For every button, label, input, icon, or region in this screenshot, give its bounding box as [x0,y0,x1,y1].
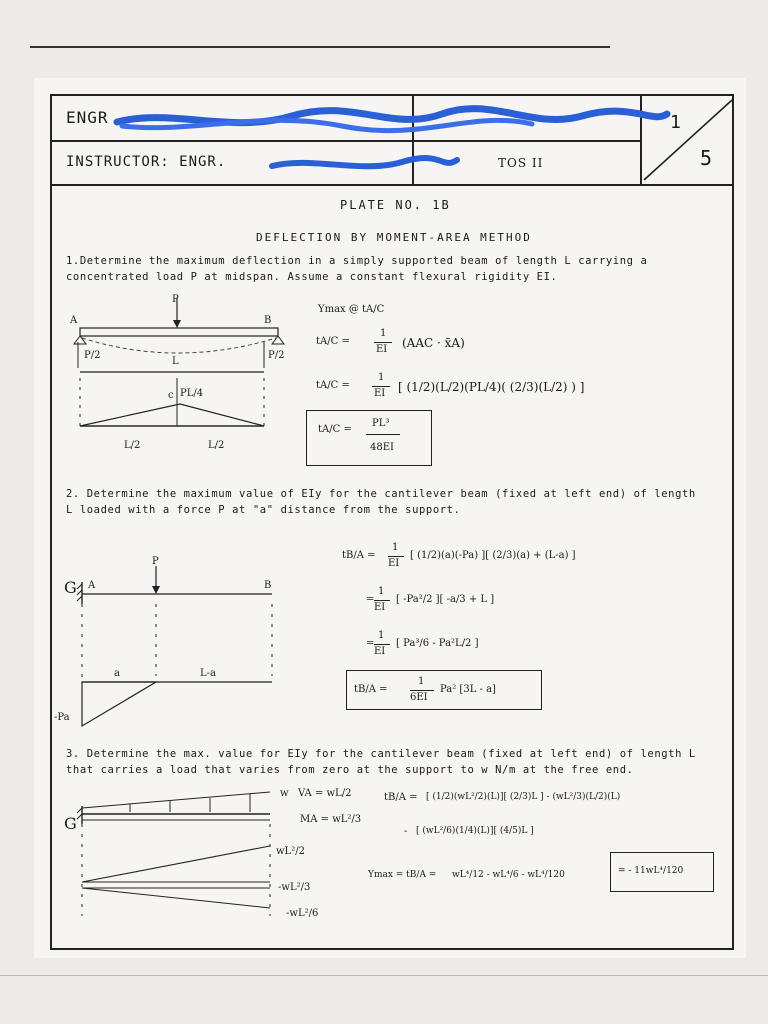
p3-m2: -wL²/3 [278,882,311,893]
instructor-label: INSTRUCTOR: ENGR. [66,154,227,170]
page-edge-line [30,46,610,48]
p3-eq3-lhs: Ymax = tB/A = [368,870,437,880]
p2-eq1-frac-bot: EI [388,558,400,569]
p2-result-frac-bot: 6EI [410,692,428,703]
p2-eq2-rhs: [ -Pa²/2 ][ -a/3 + L ] [396,594,495,605]
p1-result-bot: 48EI [370,442,394,453]
p2-eq2-frac-top: 1 [378,586,385,597]
p2-result-frac-top: 1 [418,676,425,687]
p2-eq1-lhs: tB/A = [342,550,376,561]
p2-eq3-rhs: [ Pa³/6 - Pa²L/2 ] [396,638,479,649]
p2-seg-a: a [114,668,120,679]
p3-wall-label: G [64,814,77,833]
p2-eq3-fracbar [374,644,390,645]
p3-ma: MA = wL²/3 [300,814,362,825]
plate-subtitle: DEFLECTION BY MOMENT-AREA METHOD [256,231,532,244]
p3-eq2-rhs: [ (wL²/6)(1/4)(L)][ (4/5)L ] [416,826,534,836]
course-label: TOS II [498,156,544,170]
problem2-text-line1: 2. Determine the maximum value of EIy for the cantilever beam (fixed at left end) of length [66,488,696,500]
problem3-text-line2: that carries a load that varies from zero at the support to w N/m at the free end. [66,764,634,776]
p1-support-a: A [70,315,78,326]
p2-eq3-lhs: = [366,638,375,649]
p2-eq1-frac-top: 1 [392,542,399,553]
p1-eq3-lhs: tA/C = [316,380,350,391]
p3-m3: -wL²/6 [286,908,319,919]
p2-eq2-frac-bot: EI [374,602,386,613]
p3-load-w: w [280,788,289,799]
p1-result-lhs: tA/C = [318,424,352,435]
p1-result-fracbar [366,434,400,435]
p1-reaction-a: P/2 [84,350,101,361]
p3-result: = - 11wL⁴/120 [618,866,684,876]
p1-half-right: L/2 [208,440,225,451]
p2-eq2-fracbar [374,600,390,601]
p2-result-rhs: Pa² [3L - a] [440,684,496,695]
p1-moment-peak: PL/4 [180,388,204,399]
p2-moment: -Pa [54,712,70,723]
p1-point-c: c [168,390,174,401]
p2-point-b: B [264,580,272,591]
problem1-text-line2: concentrated load P at midspan. Assume a constant flexural rigidity EI. [66,271,558,283]
p1-half-left: L/2 [124,440,141,451]
p1-eq3-frac-top: 1 [378,372,385,383]
p2-result-lhs: tB/A = [354,684,388,695]
redaction-scribble [112,104,672,184]
p1-eq2-rhs: (AAC · x̄A) [402,336,465,350]
p3-va: VA = wL/2 [298,788,352,799]
plate-title: PLATE NO. 1B [340,198,451,212]
p3-eq1-lhs: tB/A = [384,792,418,803]
p2-eq2-lhs: = [366,594,375,605]
p1-result-box [306,410,432,466]
problem3-text-line1: 3. Determine the max. value for EIy for the cantilever beam (fixed at left end) of length L [66,748,696,760]
problem3-diagram [60,776,300,926]
p2-eq1-rhs: [ (1/2)(a)(-Pa) ][ (2/3)(a) + (L-a) ] [410,550,576,561]
p2-eq3-frac-bot: EI [374,646,386,657]
p2-seg-la: L-a [200,668,216,679]
header-table [50,94,734,186]
p1-eq2-fracbar [374,342,392,343]
p3-m1: wL²/2 [276,846,305,857]
p1-eq2-frac-bot: EI [376,344,388,355]
p1-eq2-lhs: tA/C = [316,336,350,347]
page-bottom-edge [0,975,768,976]
p2-load-label: P [152,556,159,567]
p3-eq3-rhs: wL⁴/12 - wL⁴/6 - wL⁴/120 [452,870,565,880]
p1-eq2-frac-top: 1 [380,328,387,339]
plate-index: 1 [670,112,682,133]
p3-eq2-lhs: - [404,826,408,837]
p1-eq1: Ymax @ tA/C [318,304,385,315]
p1-eq3-rhs: [ (1/2)(L/2)(PL/4)( (2/3)(L/2) ) ] [398,380,585,394]
p1-result-top: PL³ [372,418,390,429]
p2-result-fracbar [410,690,434,691]
problem1-text-line1: 1.Determine the maximum deflection in a simply supported beam of length L carrying a [66,255,648,267]
problem2-text-line2: L loaded with a force P at "a" distance from the support. [66,504,461,516]
p1-support-b: B [264,315,272,326]
p1-eq3-fracbar [372,386,390,387]
p3-eq1-rhs: [ (1/2)(wL²/2)(L)][ (2/3)L ] - (wL²/3)(L/2)(L) [426,792,621,802]
p2-point-a: A [88,580,96,591]
p1-eq3-frac-bot: EI [374,388,386,399]
p1-length: L [172,356,179,367]
p2-wall-label: G [64,578,77,597]
p2-eq3-frac-top: 1 [378,630,385,641]
plate-total: 5 [700,146,714,170]
p1-reaction-b: P/2 [268,350,285,361]
p2-eq1-fracbar [388,556,404,557]
name-label: ENGR [66,108,109,127]
p1-load-label: P [172,294,179,305]
